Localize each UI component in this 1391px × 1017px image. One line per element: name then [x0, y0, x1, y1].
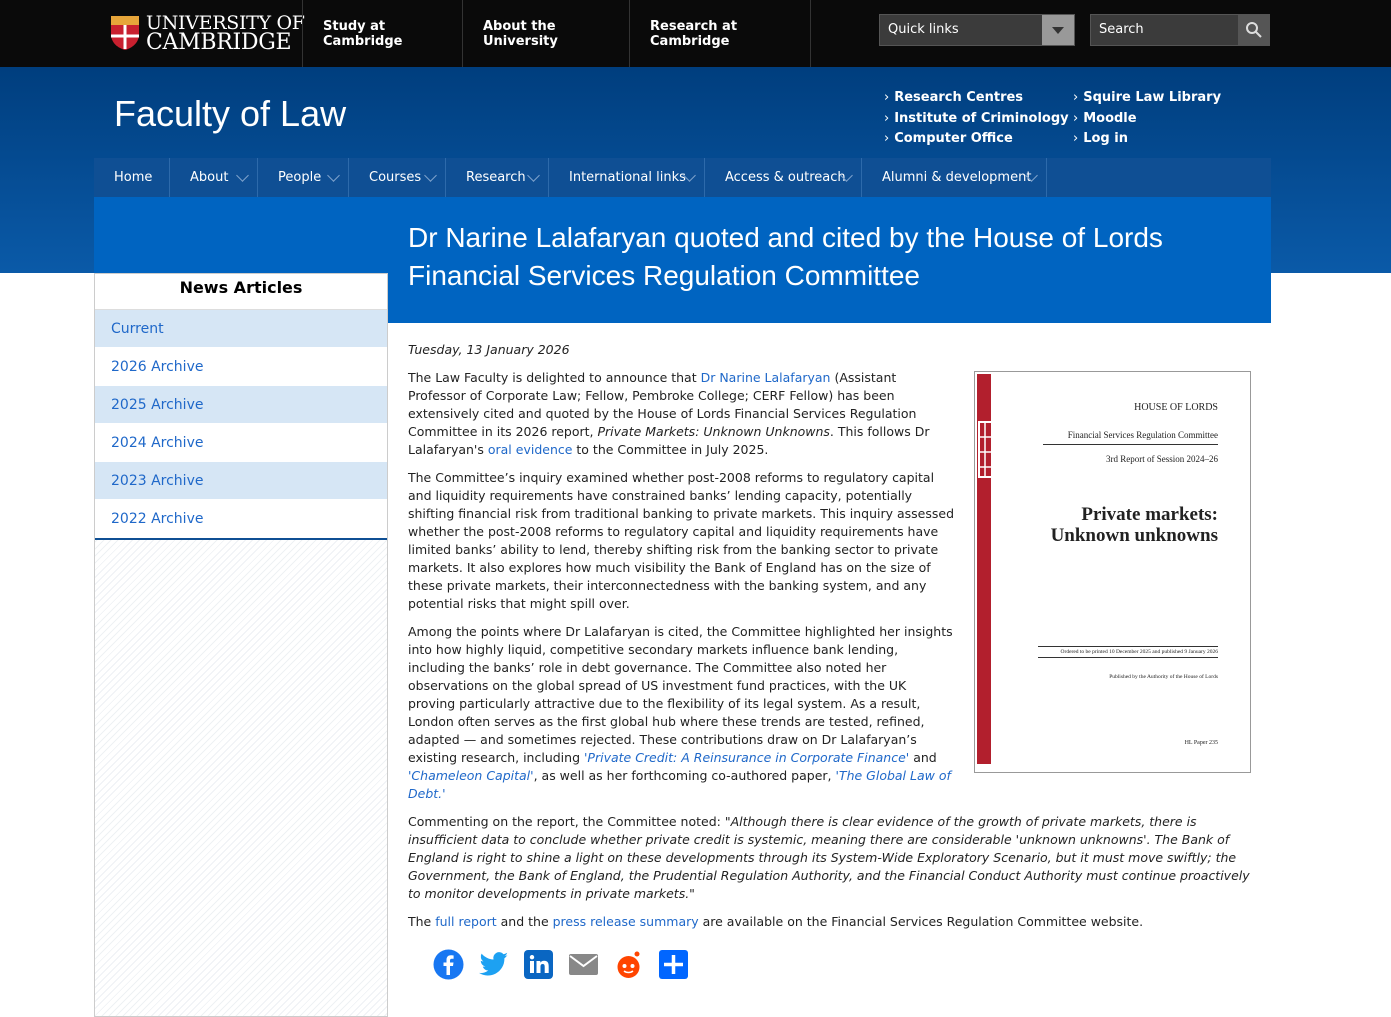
chevron-down-icon[interactable] — [527, 169, 540, 182]
link-criminology[interactable]: › Institute of Criminology — [884, 111, 1069, 126]
sidebar-item-current[interactable]: Current — [95, 310, 387, 348]
university-logo[interactable] — [110, 12, 305, 55]
portcullis-icon — [977, 412, 1001, 482]
nav-people[interactable] — [258, 158, 349, 197]
cover-ordered: Ordered to be printed 10 December 2025 and published 9 January 2026 — [1038, 646, 1218, 658]
para-5 — [408, 913, 1253, 931]
top-bar — [0, 0, 1391, 67]
topnav-study[interactable]: Study at Cambridge — [302, 0, 462, 67]
cover-committee: Financial Services Regulation Committee — [1043, 430, 1218, 445]
logo-line1: UNIVERSITY OF — [146, 12, 305, 34]
nav-home[interactable] — [94, 158, 170, 197]
text: The Law Faculty is delighted to announce that — [408, 370, 701, 385]
quick-links-label: Quick links — [888, 22, 959, 37]
para-3 — [408, 623, 956, 803]
sidebar-item-2022[interactable]: 2022 Archive — [95, 500, 387, 538]
para-4 — [408, 813, 1253, 903]
nav-label: Courses — [369, 170, 422, 185]
nav-research[interactable] — [446, 158, 549, 197]
text: Among the points where Dr Lalafaryan is cited, the Committee highlighted her insights into how highly liquid, competitive secondary markets influence bank lending, including the banks’ role in debt governance. The Committee also noted her observations on the global spread of US investment fund practices, with the UK proving particularly attractive due to the flexibility of its legal system. As a result, London often serves as the first global hub where these trends are tested, refined, adapted — and sometimes rejected. These contributions draw on Dr Lalafaryan’s existing research, including — [408, 624, 953, 765]
full-report-link[interactable]: full report — [435, 914, 497, 929]
report-cover-image — [974, 371, 1251, 773]
cover-house: HOUSE OF LORDS — [1134, 402, 1218, 413]
topnav-research[interactable]: Research at Cambridge — [629, 0, 811, 67]
logo-line2: CAMBRIDGE — [146, 30, 292, 55]
chameleon-capital-link[interactable]: 'Chameleon Capital' — [408, 768, 534, 783]
topnav-about[interactable]: About the University — [462, 0, 629, 67]
share-icon[interactable] — [657, 948, 690, 981]
sidebar-heading: News Articles — [95, 274, 387, 310]
twitter-icon[interactable] — [477, 948, 510, 981]
text: to the Committee in July 2025. — [572, 442, 769, 457]
nav-international[interactable] — [549, 158, 705, 197]
chevron-down-icon[interactable] — [327, 169, 340, 182]
sidebar-item-2025[interactable]: 2025 Archive — [95, 386, 387, 424]
chevron-down-icon[interactable] — [1042, 15, 1074, 45]
cover-session: 3rd Report of Session 2024–26 — [1106, 454, 1218, 464]
text: Commenting on the report, the Committee noted: — [408, 814, 725, 829]
link-log-in[interactable]: › Log in — [1073, 131, 1128, 146]
text: The — [408, 914, 436, 929]
link-computer-office[interactable]: › Computer Office — [884, 131, 1013, 146]
nav-label: Home — [114, 170, 153, 185]
nav-access[interactable] — [705, 158, 862, 197]
sidebar-item-2026[interactable]: 2026 Archive — [95, 348, 387, 386]
page-title: Dr Narine Lalafaryan quoted and cited by the House of Lords Financial Services Regulation Committee — [408, 222, 1163, 291]
nav-label: People — [278, 170, 322, 185]
search-icon — [1238, 15, 1269, 45]
chevron-down-icon[interactable] — [236, 169, 249, 182]
nav-label: Alumni & development — [882, 170, 1032, 185]
text: are available on the Financial Services Regulation Committee website. — [698, 914, 1144, 929]
email-icon[interactable] — [567, 948, 600, 981]
search-input[interactable] — [1090, 14, 1270, 46]
nav-courses[interactable] — [349, 158, 446, 197]
reddit-icon[interactable] — [612, 948, 645, 981]
link-research-centres[interactable]: › Research Centres — [884, 90, 1023, 105]
nav-label: Research — [466, 170, 526, 185]
faculty-title[interactable]: Faculty of Law — [114, 93, 347, 134]
cover-published: Published by the Authority of the House of Lords — [1109, 674, 1218, 680]
para-2: The Committee’s inquiry examined whether post-2008 reforms to regulatory capital and liquidity requirements have constrained banks’ lending capacity, potentially shifting financial risk from traditional banking to private markets. This inquiry assessed whether the post-2008 reforms to regulatory capital and liquidity requirements have limited banks’ ability to lend, thereby shifting risk from the banking sector to private markets. It also explores how much visibility the Bank of England has on the size of these private markets, their interconnectedness with the banking system, and any potential risks that might spill over. — [408, 470, 955, 611]
author-link[interactable]: Dr Narine Lalafaryan — [700, 370, 831, 385]
linkedin-icon[interactable] — [522, 948, 555, 981]
chevron-down-icon[interactable] — [424, 169, 437, 182]
nav-label: International links — [569, 170, 686, 185]
sidebar-item-2023[interactable]: 2023 Archive — [95, 462, 387, 500]
link-squire-library[interactable]: › Squire Law Library — [1073, 90, 1221, 105]
global-law-link[interactable]: 'The Global Law of Debt.' — [408, 768, 951, 801]
nav-alumni[interactable] — [862, 158, 1047, 197]
report-title: Private Markets: Unknown Unknowns — [597, 424, 830, 439]
cover-title-1: Private markets: — [1081, 504, 1218, 525]
nav-label: Access & outreach — [725, 170, 846, 185]
para-1 — [408, 369, 956, 459]
press-release-link[interactable]: press release summary — [552, 914, 699, 929]
cambridge-shield-icon — [110, 15, 140, 51]
search-button[interactable] — [1238, 15, 1269, 45]
cover-title-2: Unknown unknowns — [1050, 525, 1218, 546]
text: , as well as her forthcoming co-authored paper, — [533, 768, 836, 783]
text: and the — [496, 914, 553, 929]
article-date: Tuesday, 13 January 2026 — [408, 342, 570, 357]
cover-paper: HL Paper 235 — [1184, 740, 1218, 746]
sidebar — [94, 273, 388, 1017]
share-bar — [432, 948, 690, 981]
nav-label: About — [190, 170, 229, 185]
text: . This follows Dr Lalafaryan's — [408, 424, 930, 457]
main-nav — [94, 158, 1271, 197]
quick-links-select[interactable] — [879, 14, 1075, 46]
text: and — [909, 750, 937, 765]
text: (Assistant Professor of Corporate Law; Fellow, Pembroke College; CERF Fellow) has been extensively cited and quoted by the House of Lords Financial Services Regulation Committee in its 2026 report, — [408, 370, 917, 439]
oral-evidence-link[interactable]: oral evidence — [487, 442, 573, 457]
private-credit-link[interactable]: 'Private Credit: A Reinsurance in Corporate Finance' — [583, 750, 910, 765]
link-moodle[interactable]: › Moodle — [1073, 111, 1137, 126]
search-placeholder: Search — [1099, 22, 1144, 37]
nav-about[interactable] — [170, 158, 258, 197]
facebook-icon[interactable] — [432, 948, 465, 981]
quote: "Although there is clear evidence of the growth of private markets, there is insufficient data to conclude whether private credit is systemic, meaning there are considerable 'unknown unknowns'. The Bank of England is right to shine a light on these developments through its System-Wide Exploratory Scenario, but it must move swiftly; the Government, the Bank of England, the Prudential Regulation Authority, and the Financial Conduct Authority must continue proactively to monitor developments in private markets." — [408, 814, 1250, 901]
sidebar-item-2024[interactable]: 2024 Archive — [95, 424, 387, 462]
